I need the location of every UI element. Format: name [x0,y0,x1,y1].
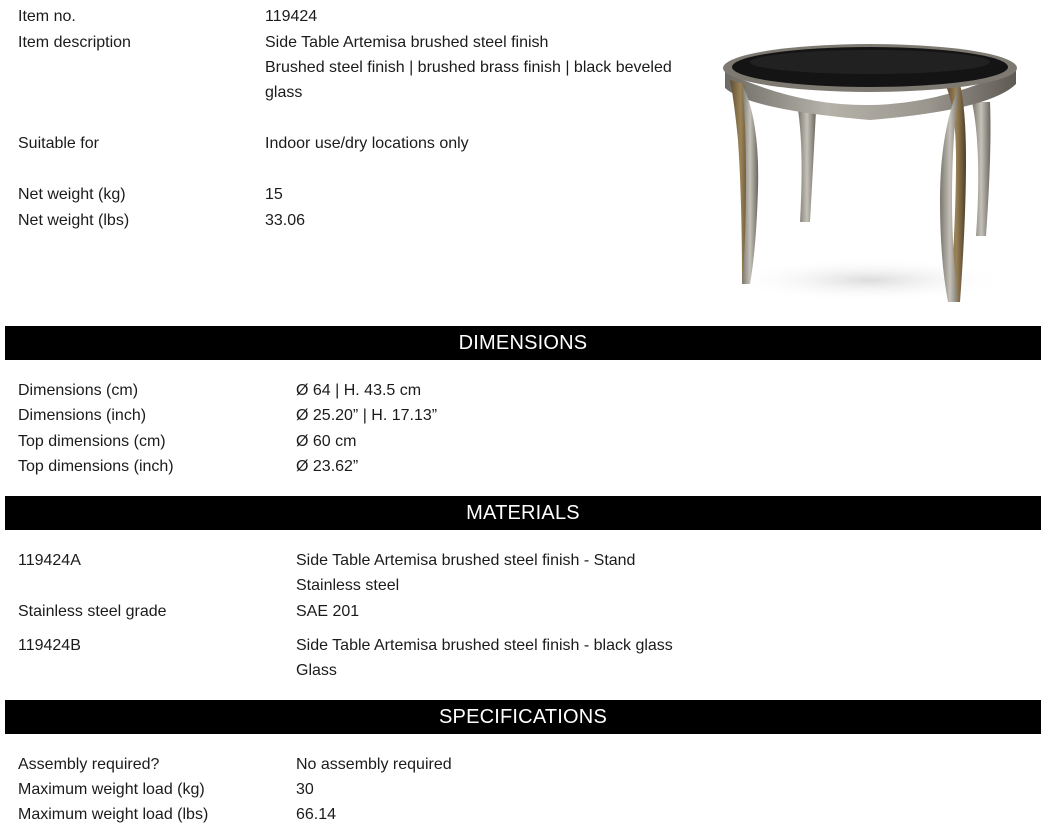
back-leg-left [798,110,816,222]
material-a-material: Stainless steel [296,577,400,594]
materials-header: MATERIALS [5,496,1041,530]
floor-shadow [730,258,1010,302]
max-load-lbs-value: 66.14 [296,806,337,823]
item-no-value: 119424 [265,8,318,25]
dimensions-inch-label: Dimensions (inch) [18,407,147,424]
steel-grade-value: SAE 201 [296,603,360,620]
max-load-kg-value: 30 [296,781,314,798]
dimensions-header: DIMENSIONS [5,326,1041,360]
top-dimensions-cm-label: Top dimensions (cm) [18,433,166,450]
material-b-code: 119424B [18,637,81,654]
item-description-label: Item description [18,34,131,51]
top-dimensions-inch-label: Top dimensions (inch) [18,458,174,475]
max-load-kg-label: Maximum weight load (kg) [18,781,205,798]
dimensions-inch-value: Ø 25.20” | H. 17.13” [296,407,438,424]
net-weight-kg-label: Net weight (kg) [18,186,126,203]
side-table-product-image [720,40,1020,306]
suitable-for-value: Indoor use/dry locations only [265,135,469,152]
material-a-code: 119424A [18,552,81,569]
item-description-line-3: glass [265,84,303,101]
material-a-description: Side Table Artemisa brushed steel finish - Stand [296,552,636,569]
dimensions-cm-label: Dimensions (cm) [18,382,139,399]
dimensions-cm-value: Ø 64 | H. 43.5 cm [296,382,422,399]
material-b-material: Glass [296,662,337,679]
top-dimensions-cm-value: Ø 60 cm [296,433,357,450]
max-load-lbs-label: Maximum weight load (lbs) [18,806,209,823]
material-b-description: Side Table Artemisa brushed steel finish - black glass [296,637,673,654]
glass-reflection [750,50,990,74]
back-leg-right [972,102,991,236]
assembly-required-label: Assembly required? [18,756,160,773]
net-weight-lbs-value: 33.06 [265,212,306,229]
item-description-line-1: Side Table Artemisa brushed steel finish [265,34,549,51]
item-description-line-2: Brushed steel finish | brushed brass finish | black beveled [265,59,672,76]
net-weight-kg-value: 15 [265,186,283,203]
assembly-required-value: No assembly required [296,756,452,773]
top-dimensions-inch-value: Ø 23.62” [296,458,359,475]
net-weight-lbs-label: Net weight (lbs) [18,212,130,229]
item-no-label: Item no. [18,8,76,25]
specifications-header: SPECIFICATIONS [5,700,1041,734]
steel-grade-label: Stainless steel grade [18,603,167,620]
suitable-for-label: Suitable for [18,135,99,152]
